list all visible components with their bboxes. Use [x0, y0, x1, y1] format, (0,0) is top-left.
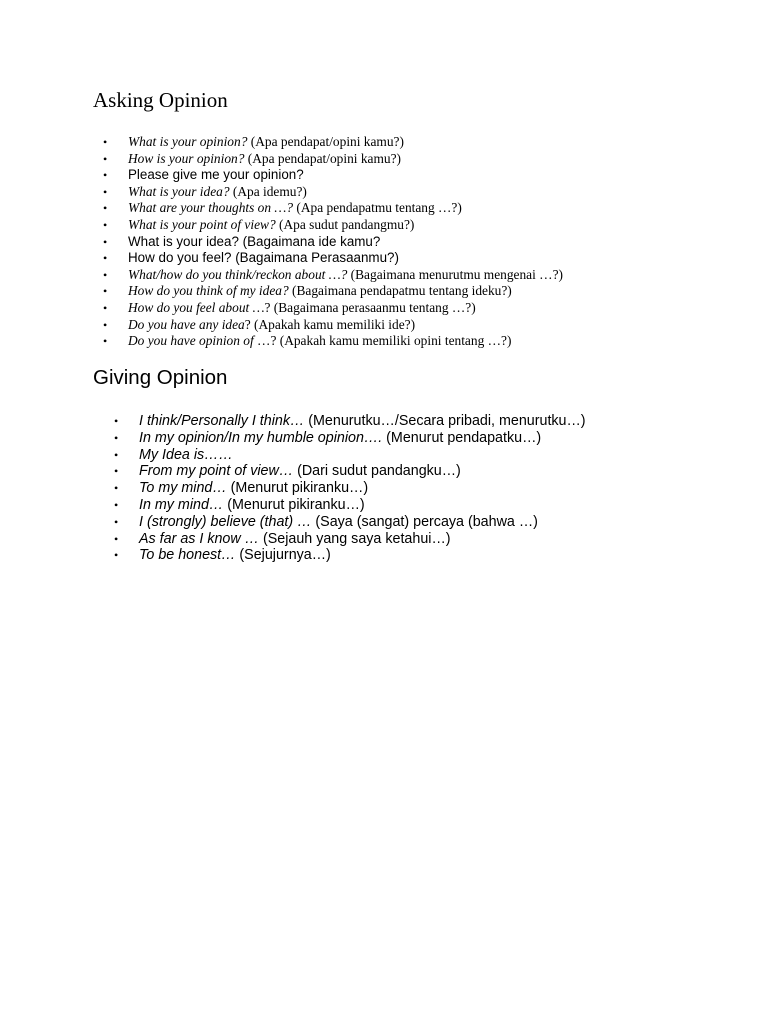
translation: …? (Apakah kamu memiliki opini tentang …?) — [253, 333, 512, 349]
translation: (Apa pendapatmu tentang …?) — [293, 200, 462, 216]
bullet-icon: • — [114, 414, 119, 428]
list-item — [93, 514, 733, 531]
bullet-icon: • — [114, 447, 119, 462]
english-phrase: What/how do you think/reckon about …? — [128, 266, 348, 282]
english-phrase: From my point of view… — [139, 463, 294, 480]
list-item — [93, 480, 733, 497]
english-phrase: I (strongly) believe (that) … — [139, 513, 312, 530]
translation: (Saya (sangat) percaya (bahwa …) — [311, 513, 538, 530]
bullet-icon: • — [114, 464, 119, 479]
list-item — [93, 333, 733, 350]
english-phrase: How is your opinion? — [128, 150, 245, 166]
list-item — [93, 200, 733, 217]
translation: (Sejauh yang saya ketahui…) — [258, 530, 451, 547]
bullet-icon: • — [103, 201, 108, 216]
translation: (Sejujurnya…) — [235, 547, 331, 564]
bullet-icon: • — [114, 497, 119, 512]
list-item — [93, 547, 733, 564]
list-item — [93, 531, 733, 548]
english-phrase: As far as I know … — [139, 530, 259, 547]
giving-opinion-section — [93, 364, 733, 564]
translation: (Apa pendapat/opini kamu?) — [247, 134, 404, 149]
translation: (Apa idemu?) — [229, 183, 307, 199]
translation: (Bagaimana menurutmu mengenai …?) — [347, 266, 563, 282]
bullet-icon: • — [103, 267, 108, 282]
translation: (Menurut pikiranku…) — [223, 496, 365, 513]
bullet-icon: • — [114, 548, 119, 563]
bullet-icon: • — [103, 334, 108, 349]
bullet-icon: • — [114, 531, 119, 546]
list-item — [93, 300, 733, 317]
bullet-icon: • — [103, 251, 108, 266]
bullet-icon: • — [114, 481, 119, 496]
bullet-icon: • — [103, 168, 108, 183]
english-phrase: What is your point of view? — [128, 216, 276, 232]
translation: (Dari sudut pandangku…) — [293, 463, 461, 480]
english-phrase: To be honest… — [139, 547, 236, 564]
list-item — [93, 317, 733, 334]
bullet-icon: • — [103, 300, 108, 315]
list-item — [93, 217, 733, 234]
bullet-icon: • — [103, 234, 108, 249]
list-item — [93, 234, 733, 251]
english-phrase: I think/Personally I think… — [139, 413, 305, 429]
english-phrase: To my mind… — [139, 480, 227, 497]
asking-opinion-section — [93, 86, 733, 350]
english-phrase: Do you have opinion of — [128, 333, 254, 349]
list-item — [93, 413, 733, 430]
giving-opinion-heading: Giving Opinion — [93, 366, 228, 389]
list-item — [93, 283, 733, 300]
bullet-icon: • — [114, 514, 119, 529]
list-item — [93, 151, 733, 168]
list-item — [93, 497, 733, 514]
translation: (Apa sudut pandangmu?) — [275, 216, 415, 232]
bullet-icon: • — [114, 430, 119, 445]
english-phrase: How do you think of my idea? — [128, 283, 289, 299]
english-phrase: What are your thoughts on …? — [128, 200, 294, 216]
list-item — [93, 184, 733, 201]
bullet-icon: • — [103, 217, 108, 232]
plain-phrase: How do you feel? (Bagaimana Perasaanmu?) — [128, 250, 399, 266]
translation: (Menurut pikiranku…) — [226, 480, 369, 497]
english-phrase: What is your idea? — [128, 183, 230, 199]
english-phrase: How do you feel about … — [128, 299, 265, 315]
list-item — [93, 134, 733, 151]
english-phrase: Do you have any idea — [128, 316, 245, 332]
bullet-icon: • — [103, 135, 108, 149]
list-item — [93, 250, 733, 267]
translation: (Menurutku…/Secara pribadi, menurutku…) — [304, 413, 586, 429]
bullet-icon: • — [103, 317, 108, 332]
bullet-icon: • — [103, 151, 108, 166]
translation: ? (Bagaimana perasaanmu tentang …?) — [264, 299, 476, 315]
translation: (Menurut pendapatku…) — [382, 429, 542, 446]
plain-phrase: What is your idea? (Bagaimana ide kamu? — [128, 233, 381, 249]
list-item — [93, 430, 733, 447]
english-phrase: My Idea is…… — [139, 446, 233, 463]
list-item — [93, 447, 733, 464]
asking-opinion-list — [93, 134, 733, 350]
english-phrase: What is your opinion? — [128, 134, 248, 149]
list-item — [93, 463, 733, 480]
list-item — [93, 267, 733, 284]
translation: (Bagaimana pendapatmu tentang ideku?) — [288, 283, 512, 299]
bullet-icon: • — [103, 184, 108, 199]
list-item — [93, 167, 733, 184]
english-phrase: In my mind… — [139, 496, 224, 513]
translation: (Apa pendapat/opini kamu?) — [244, 150, 401, 166]
english-phrase: In my opinion/In my humble opinion…. — [139, 429, 383, 446]
giving-opinion-list — [93, 413, 733, 564]
plain-phrase: Please give me your opinion? — [128, 167, 304, 183]
translation: ? (Apakah kamu memiliki ide?) — [244, 316, 416, 332]
asking-opinion-heading: Asking Opinion — [93, 88, 228, 112]
bullet-icon: • — [103, 284, 108, 299]
